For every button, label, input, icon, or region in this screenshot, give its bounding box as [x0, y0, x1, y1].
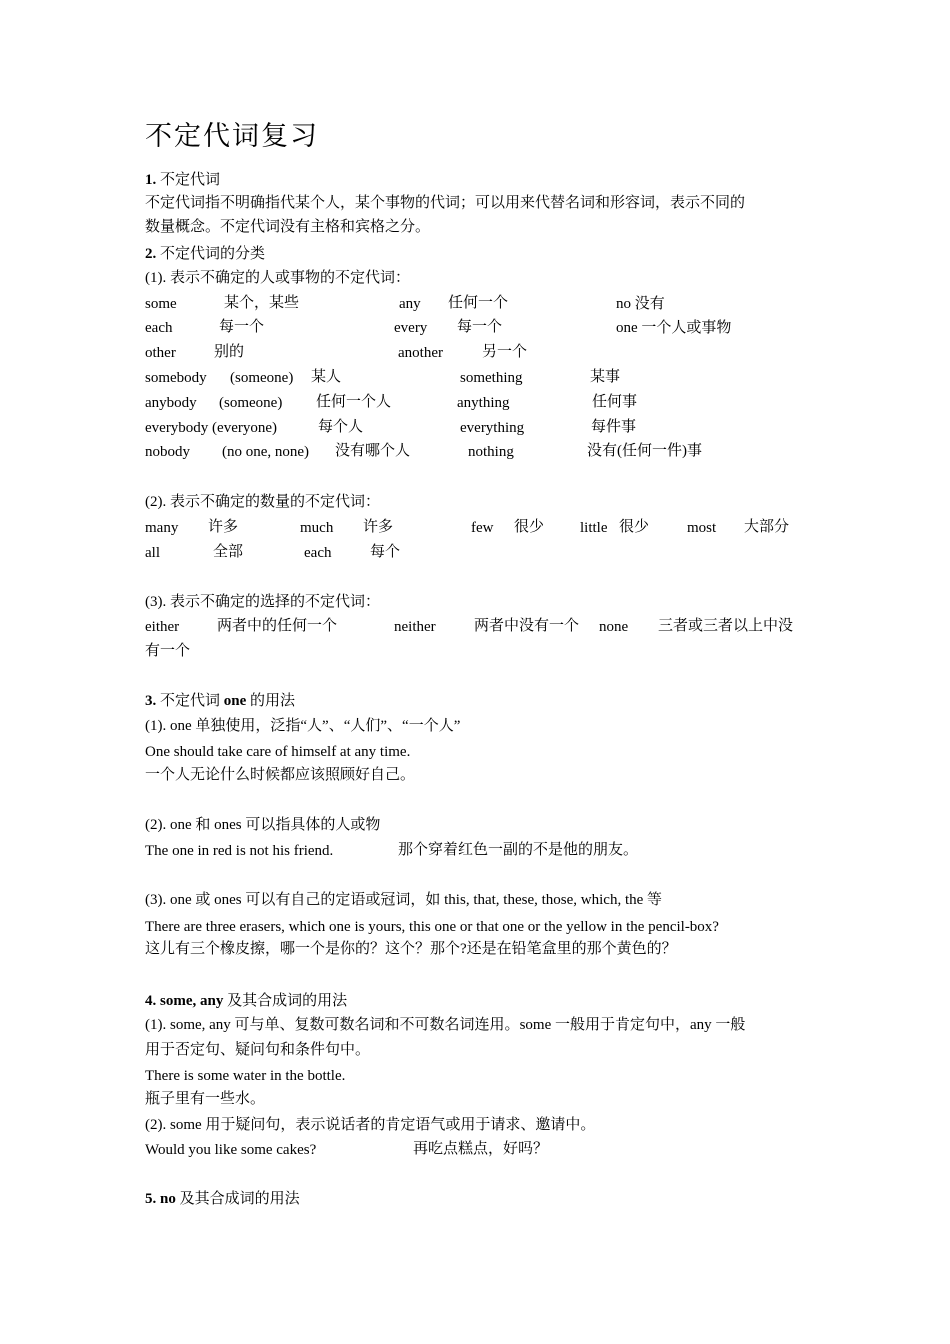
- word-all: all: [145, 545, 160, 561]
- section-3-example-2-en: The one in red is not his friend.: [145, 843, 334, 859]
- word-every: every: [394, 320, 428, 336]
- meaning-nothing: 没有(任何一件)事: [587, 443, 702, 459]
- section-2-sub-2: (2). 表示不确定的数量的不定代词：: [145, 494, 380, 510]
- meaning-each-2: 每个: [370, 544, 401, 560]
- word-many: many: [145, 520, 179, 536]
- section-1-title: 不定代词: [160, 172, 221, 188]
- section-4-point-1-line-2: 用于否定句、疑问句和条件句中。: [145, 1042, 371, 1058]
- meaning-most: 大部分: [744, 519, 790, 535]
- section-4-example-2-zh: 再吃点糕点，好吗？: [413, 1141, 549, 1157]
- section-1-number: 1.: [145, 172, 157, 188]
- word-each: each: [145, 320, 173, 336]
- section-1-heading: [145, 171, 220, 189]
- meaning-everybody: 每个人: [318, 419, 364, 435]
- section-3-example-3-en: There are three erasers, which one is yours, this one or that one or the yellow in the pencil-box?: [145, 919, 719, 935]
- word-somebody: somebody: [145, 370, 207, 386]
- word-neither: neither: [394, 619, 436, 635]
- section-3-point-1: (1). one 单独使用，泛指“人”、“人们”、“一个人”: [145, 718, 461, 734]
- word-something: something: [460, 370, 523, 386]
- section-3-heading: [145, 692, 295, 710]
- section-3-point-2: (2). one 和 ones 可以指具体的人或物: [145, 817, 381, 833]
- section-3-title-pre: 不定代词: [160, 693, 221, 709]
- section-3-title-post: 的用法: [250, 693, 296, 709]
- section-5-title-bold: 5. no: [145, 1191, 176, 1207]
- word-everybody: everybody (everyone): [145, 420, 278, 436]
- meaning-none: 三者或三者以上中没: [658, 618, 794, 634]
- meaning-many: 许多: [208, 519, 239, 535]
- section-5-title-post: 及其合成词的用法: [179, 1191, 300, 1207]
- meaning-none-cont: 有一个: [145, 643, 191, 659]
- section-4-example-1-en: There is some water in the bottle.: [145, 1068, 346, 1084]
- section-3-title-bold: one: [223, 693, 247, 709]
- section-2-heading: [145, 245, 265, 263]
- word-much: much: [300, 520, 334, 536]
- meaning-everything: 每件事: [591, 419, 637, 435]
- word-most: most: [687, 520, 717, 536]
- meaning-little: 很少: [619, 519, 650, 535]
- meaning-nobody: 没有哪个人: [335, 443, 411, 459]
- alt-anybody: (someone): [219, 395, 283, 411]
- word-anything: anything: [457, 395, 510, 411]
- section-4-point-1-line-1: (1). some, any 可与单、复数可数名词和不可数名词连用。some 一般用于肯定句中，any 一般: [145, 1017, 746, 1033]
- word-any: any: [399, 296, 421, 312]
- section-2-title: 不定代词的分类: [160, 246, 266, 262]
- meaning-neither: 两者中没有一个: [474, 618, 580, 634]
- meaning-some: 某个，某些: [224, 295, 300, 311]
- word-each-2: each: [304, 545, 332, 561]
- meaning-every: 每一个: [457, 319, 503, 335]
- section-1-line-1: 不定代词指不明确指代某个人，某个事物的代词；可以用来代替名词和形容词，表示不同的: [145, 195, 746, 211]
- meaning-other: 别的: [214, 344, 245, 360]
- word-one: one 一个人或事物: [616, 320, 732, 336]
- section-1-line-2: 数量概念。不定代词没有主格和宾格之分。: [145, 219, 431, 235]
- section-5-heading: [145, 1190, 300, 1208]
- meaning-somebody: 某人: [311, 369, 342, 385]
- section-2-number: 2.: [145, 246, 157, 262]
- meaning-something: 某事: [590, 369, 621, 385]
- meaning-any: 任何一个: [448, 295, 509, 311]
- meaning-few: 很少: [514, 519, 545, 535]
- section-3-point-3: (3). one 或 ones 可以有自己的定语或冠词，如 this, that, these, those, which, the 等: [145, 892, 663, 908]
- section-3-example-1-zh: 一个人无论什么时候都应该照顾好自己。: [145, 767, 416, 783]
- section-4-title-post: 及其合成词的用法: [227, 993, 348, 1009]
- meaning-all: 全部: [213, 544, 244, 560]
- word-little: little: [580, 520, 608, 536]
- word-everything: everything: [460, 420, 525, 436]
- meaning-either: 两者中的任何一个: [217, 618, 338, 634]
- meaning-anybody: 任何一个人: [316, 394, 392, 410]
- word-no: no 没有: [616, 296, 665, 312]
- meaning-anything: 任何事: [592, 394, 638, 410]
- section-4-point-2: (2). some 用于疑问句，表示说话者的肯定语气或用于请求、邀请中。: [145, 1117, 596, 1133]
- section-3-example-1-en: One should take care of himself at any time.: [145, 744, 411, 760]
- section-4-title-bold: 4. some, any: [145, 993, 224, 1009]
- word-anybody: anybody: [145, 395, 197, 411]
- word-none: none: [599, 619, 629, 635]
- section-4-heading: [145, 992, 347, 1010]
- section-4-example-1-zh: 瓶子里有一些水。: [145, 1091, 266, 1107]
- word-other: other: [145, 345, 176, 361]
- alt-nobody: (no one, none): [222, 444, 310, 460]
- alt-somebody: (someone): [230, 370, 294, 386]
- word-either: either: [145, 619, 180, 635]
- page-title: 不定代词复习: [145, 121, 319, 151]
- section-2-sub-1: (1). 表示不确定的人或事物的不定代词：: [145, 270, 410, 286]
- section-2-sub-3: (3). 表示不确定的选择的不定代词：: [145, 594, 380, 610]
- meaning-much: 许多: [363, 519, 394, 535]
- word-another: another: [398, 345, 443, 361]
- word-nobody: nobody: [145, 444, 190, 460]
- section-3-number: 3.: [145, 693, 157, 709]
- section-3-example-3-zh: 这儿有三个橡皮擦，哪一个是你的？这个？那个?还是在铅笔盒里的那个黄色的？: [145, 941, 677, 957]
- word-some: some: [145, 296, 177, 312]
- section-3-example-2-zh: 那个穿着红色一副的不是他的朋友。: [398, 842, 639, 858]
- meaning-each: 每一个: [219, 319, 265, 335]
- word-nothing: nothing: [468, 444, 514, 460]
- meaning-another: 另一个: [482, 344, 528, 360]
- word-few: few: [471, 520, 494, 536]
- section-4-example-2-en: Would you like some cakes?: [145, 1142, 317, 1158]
